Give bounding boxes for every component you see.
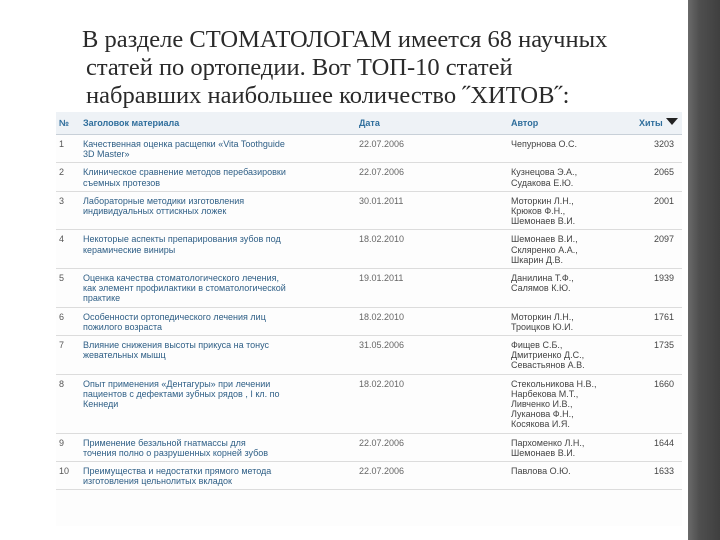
author-name: Шкарин Д.В. [511,254,563,265]
article-title-link[interactable] [80,462,356,490]
article-hits: 2001 [636,191,682,230]
table-row [56,135,682,163]
right-decorative-band [688,0,720,540]
article-title-link[interactable] [80,307,356,335]
intro-line-1: В разделе СТОМАТОЛОГАМ имеется 68 научных [82,26,608,53]
intro-line-2: статей по ортопедии. Вот ТОП-10 статей [86,54,513,81]
author-name: Шемонаев В.И. [511,216,576,227]
row-number: 4 [56,230,80,269]
header-num[interactable]: № [56,112,80,135]
row-number: 8 [56,374,80,433]
table-row [56,191,682,230]
article-title-line: практике [83,293,121,304]
article-date: 18.02.2010 [356,374,508,433]
author-name: Косякова И.Я. [511,419,570,430]
article-title-line: Опыт применения «Дентагуры» при лечении [83,378,271,389]
author-name: Салямов К.Ю. [511,283,571,294]
article-title-link[interactable] [80,374,356,433]
article-title-line: жевательных мышц [83,350,166,361]
article-authors [508,336,636,375]
article-title-line: Лабораторные методики изготовления [83,195,245,206]
article-title-line: Некоторые аспекты препарирования зубов под [83,234,281,245]
article-title-line: Качественная оценка расщепки «Vita Toothguide [83,139,285,149]
article-authors [508,269,636,308]
row-number: 6 [56,307,80,335]
author-name: Крюков Ф.Н., [511,206,566,217]
article-title-line: съемных протезов [83,177,161,188]
article-authors [508,163,636,191]
article-title-line: Применение безэльной гнатмассы для [83,437,246,448]
article-title-link[interactable] [80,163,356,191]
article-date: 31.05.2006 [356,336,508,375]
article-authors [508,307,636,335]
header-title[interactable]: Заголовок материала [80,112,356,135]
intro-line-3: набравших наибольшее количество ˝ХИТОВ˝: [86,82,570,109]
article-hits: 2097 [636,230,682,269]
author-name: Пархоменко Л.Н., [511,437,585,448]
article-title-line: точения полно о разрушенных корней зубов [83,447,269,458]
header-hits[interactable] [636,112,682,135]
table-row [56,336,682,375]
article-date: 18.02.2010 [356,230,508,269]
author-name: Стекольникова Н.В., [511,378,597,389]
article-authors [508,135,636,163]
author-name: Данилина Т.Ф., [511,273,574,284]
table-header-row [56,112,682,135]
article-title-line: индивидуальных оттискных ложек [83,206,227,217]
article-date: 18.02.2010 [356,307,508,335]
header-hits-label: Хиты [639,118,663,128]
row-number: 5 [56,269,80,308]
row-number: 1 [56,135,80,163]
article-date: 30.01.2011 [356,191,508,230]
author-name: Фищев С.Б., [511,340,563,351]
article-authors [508,374,636,433]
article-hits: 1660 [636,374,682,433]
article-date: 22.07.2006 [356,135,508,163]
table-row [56,433,682,461]
article-date: 22.07.2006 [356,163,508,191]
article-authors [508,433,636,461]
article-title-line: Кеннеди [83,399,119,410]
author-name: Нарбекова М.Т., [511,388,579,399]
row-number: 3 [56,191,80,230]
author-name: Кузнецова Э.А., [511,167,578,178]
author-name: Скляренко А.А., [511,244,578,255]
article-authors [508,462,636,490]
article-title-line: Клиническое сравнение методов перебазировки [83,167,286,178]
article-title-link[interactable] [80,336,356,375]
article-hits: 1633 [636,462,682,490]
article-title-line: 3D Master» [83,149,130,160]
article-authors [508,230,636,269]
row-number: 2 [56,163,80,191]
intro-text [82,26,692,110]
author-name: Ливченко И.В., [511,399,573,410]
article-hits: 1644 [636,433,682,461]
article-title-link[interactable] [80,269,356,308]
author-name: Троицков Ю.И. [511,321,574,332]
article-title-line: Особенности ортопедического лечения лиц [83,311,266,322]
author-name: Луканова Ф.Н., [511,409,574,420]
author-name: Шемонаев В.И. [511,447,576,458]
table-row [56,163,682,191]
article-hits: 1735 [636,336,682,375]
article-title-line: Оценка качества стоматологического лечения, [83,273,279,284]
article-title-link[interactable] [80,191,356,230]
header-date[interactable]: Дата [356,112,508,135]
table-row [56,374,682,433]
author-name: Моторкин Л.Н., [511,195,574,206]
row-number: 9 [56,433,80,461]
sort-desc-arrow-icon[interactable] [666,118,678,125]
author-name: Шемонаев В.И., [511,234,578,245]
table-row [56,269,682,308]
author-name: Чепурнова О.С. [511,139,577,149]
article-title-link[interactable] [80,135,356,163]
article-date: 22.07.2006 [356,462,508,490]
article-title-link[interactable] [80,230,356,269]
article-title-line: пациентов с дефектами зубных рядов , I кл. по [83,388,280,399]
article-date: 22.07.2006 [356,433,508,461]
article-title-line: как элемент профилактики в стоматологической [83,283,286,294]
author-name: Моторкин Л.Н., [511,311,574,322]
article-hits: 1761 [636,307,682,335]
author-name: Павлова О.Ю. [511,466,571,477]
articles-table [56,112,682,490]
row-number: 10 [56,462,80,490]
article-authors [508,191,636,230]
header-author[interactable]: Автор [508,112,636,135]
article-hits: 1939 [636,269,682,308]
article-title-link[interactable] [80,433,356,461]
articles-table-screenshot [56,112,682,526]
row-number: 7 [56,336,80,375]
table-row [56,230,682,269]
table-row [56,462,682,490]
article-title-line: Преимущества и недостатки прямого метода [83,466,272,477]
author-name: Севастьянов А.В. [511,360,585,371]
author-name: Дмитриенко Д.С., [511,350,585,361]
article-hits: 2065 [636,163,682,191]
article-title-line: керамические виниры [83,244,176,255]
article-title-line: изготовления цельнолитых вкладок [83,476,232,487]
article-date: 19.01.2011 [356,269,508,308]
author-name: Судакова Е.Ю. [511,177,574,188]
article-title-line: Влияние снижения высоты прикуса на тонус [83,340,270,351]
table-row [56,307,682,335]
article-title-line: пожилого возраста [83,321,163,332]
article-hits: 3203 [636,135,682,163]
